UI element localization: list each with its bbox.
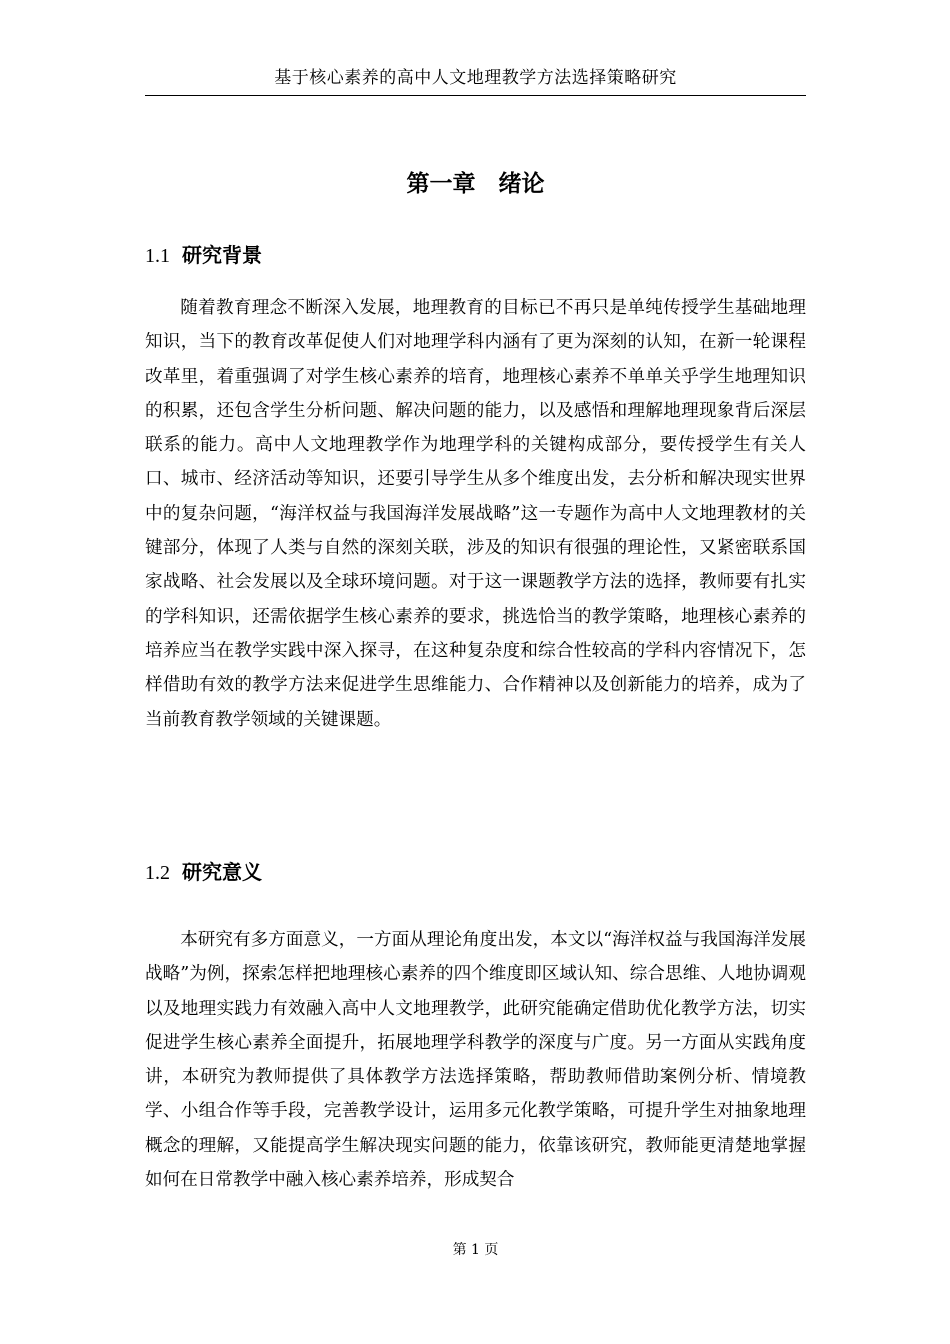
page-number: 第 1 页 bbox=[452, 1242, 499, 1258]
section-title: 研究意义 bbox=[182, 860, 262, 884]
section-heading-1-2 bbox=[145, 858, 262, 887]
running-header: 基于核心素养的高中人文地理教学方法选择策略研究 bbox=[274, 68, 677, 88]
section-number: 1.2 bbox=[145, 862, 170, 884]
paragraph-research-background: 随着教育理念不断深入发展，地理教育的目标已不再只是单纯传授学生基础地理知识，当下的教育改革促使人们对地理学科内涵有了更为深刻的认知，在新一轮课程改革里，着重强调了对学生核心素养的培育，地理核心素养不单单关乎学生地理知识的积累，还包含学生分析问题、解决问题的能力，以及感悟和理解地理现象背后深层联系的能力。高中人文地理教学作为地理学科的关键构成部分，要传授学生有关人口、城市、经济活动等知识，还要引导学生从多个维度出发，去分析和解决现实世界中的复杂问题，“海洋权益与我国海洋发展战略”这一专题作为高中人文地理教材的关键部分，体现了人类与自然的深刻关联，涉及的知识有很强的理论性，又紧密联系国家战略、社会发展以及全球环境问题。对于这一课题教学方法的选择，教师要有扎实的学科知识，还需依据学生核心素养的要求，挑选恰当的教学策略，地理核心素养的培养应当在教学实践中深入探寻，在这种复杂度和综合性较高的学科内容情况下，怎样借助有效的教学方法来促进学生思维能力、合作精神以及创新能力的培养，成为了当前教育教学领域的关键课题。 bbox=[145, 298, 806, 730]
section-title: 研究背景 bbox=[182, 243, 262, 267]
paragraph-research-significance: 本研究有多方面意义，一方面从理论角度出发，本文以“海洋权益与我国海洋发展战略”为例，探索怎样把地理核心素养的四个维度即区域认知、综合思维、人地协调观以及地理实践力有效融入高中人文地理教学，此研究能确定借助优化教学方法，切实促进学生核心素养全面提升，拓展地理学科教学的深度与广度。另一方面从实践角度讲，本研究为教师提供了具体教学方法选择策略，帮助教师借助案例分析、情境教学、小组合作等手段，完善教学设计，运用多元化教学策略，可提升学生对抽象地理概念的理解，又能提高学生解决现实问题的能力，依靠该研究，教师能更清楚地掌握如何在日常教学中融入核心素养培养，形成契合 bbox=[145, 930, 806, 1191]
section-heading-1-1 bbox=[145, 241, 262, 270]
section-number: 1.1 bbox=[145, 245, 170, 267]
chapter-title: 第一章 绪论 bbox=[406, 171, 545, 197]
header-divider bbox=[145, 95, 806, 96]
